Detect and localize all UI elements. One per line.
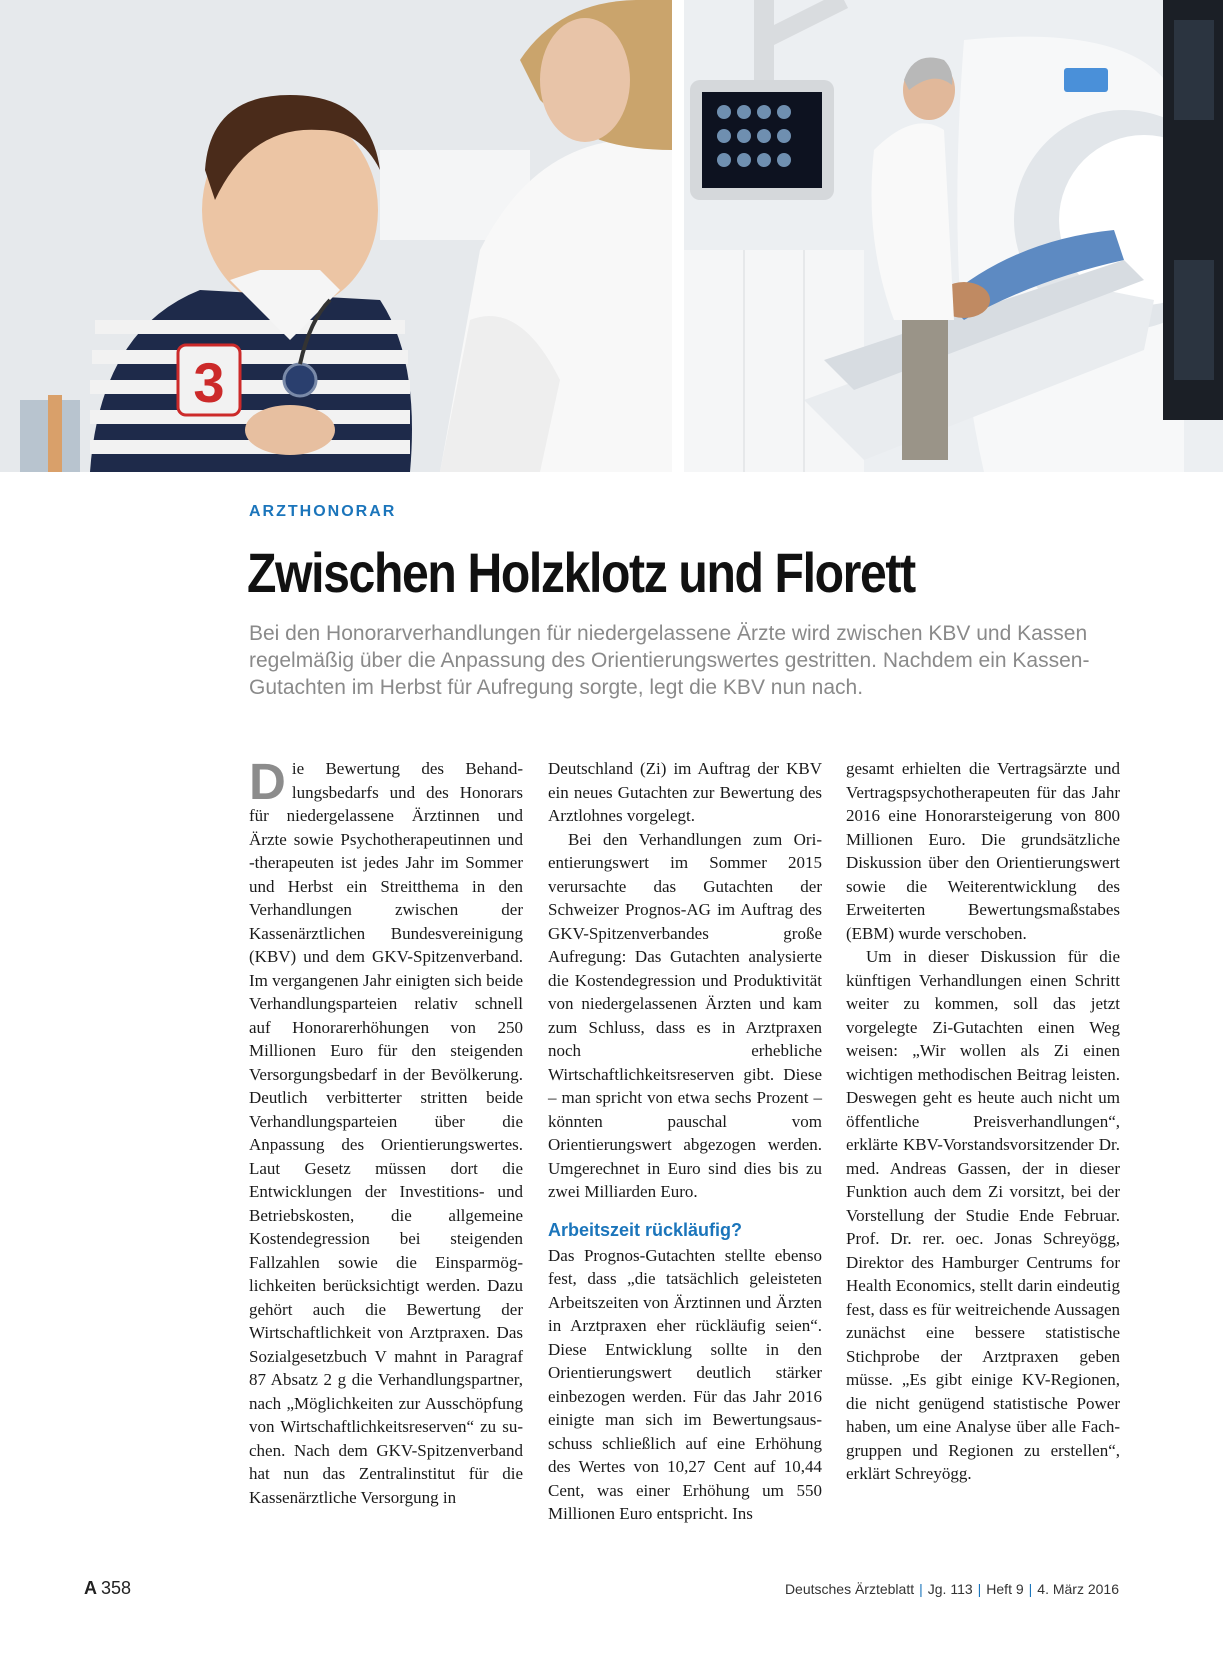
- body-column-3: [846, 757, 1120, 1486]
- article-title: Zwischen Holzklotz und Florett: [247, 541, 915, 604]
- paragraph: Bei den Verhandlungen zum Orientierungswert im Sommer 2015 verursachte das Gutachten der Schweizer Prognos-AG im Auftrag des GKV-Spitzenverbandes große Aufregung: Das Gutachten analysierte die Kostendegression und Produktivität von niedergelassenen Ärzten und kam zum Schluss, dass es in Arztpraxen noch erhebliche Wirtschaftlichkeitsreserven gibt. Diese – man spricht von etwa sechs Prozent – könnten pauschal vom Orientierungswert abgezogen werden. Umgerechnet in Euro sind dies bis zu zwei Milliarden Euro.: [548, 829, 822, 1201]
- section-kicker: ARZTHONORAR: [249, 503, 397, 520]
- journal-issue: Heft 9: [986, 1581, 1024, 1597]
- paragraph: Deutschland (Zi) im Auftrag der KBV ein neues Gutachten zur Bewertung des Arztlohnes vorgelegt.: [548, 759, 822, 825]
- article-lead: Bei den Honorarverhandlungen für niedergelassene Ärzte wird zwischen KBV und Kassen regelmäßig über die Anpassung des Orientierungswertes gestritten. Nachdem ein Kassen-Gutachten im Herbst für Aufregung sorgte, legt die KBV nun nach.: [249, 622, 1090, 699]
- body-column-2: [548, 757, 822, 1526]
- paragraph: Um in dieser Diskussion für die künftigen Verhandlungen einen Schritt weiter zu kommen, soll das jetzt vorgelegte Zi-Gutachten einen Weg weisen: „Wir wollen als Zi einen wichtigen methodischen Beitrag leisten. Deswegen geht es heute auch nicht um öffentliche Preisverhandlungen“, erklärte KBV-Vorstandsvorsitzender Dr. med. Andreas Gassen, der in dieser Funktion auch dem Zi vorsitzt, bei der Vorstellung der Studie Ende Februar. Prof. Dr. rer. oec. Jonas Schreyögg, Direktor des Hamburger Centrums for Health Economics, stellt darin eindeutig fest, dass es für weitreichende Aussagen zunächst eine bessere statistische Stichprobe der Arztpraxen geben müsse. „Es gibt einige KV-Regionen, die nicht genügend statistische Power haben, um eine Analyse über alle Fachgruppen und Regionen zu erstellen“, erklärt Schreyögg.: [846, 947, 1120, 1483]
- paragraph-text: ie Bewertung des Behandlungsbedarfs und des Honorars für niedergelassene Ärztinnen und Ärzte sowie Psychotherapeutinnen und -therapeuten ist jedes Jahr im Sommer und Herbst ein Streitthema in den Verhandlungen zwischen der Kassenärztlichen Bundesvereinigung (KBV) und dem GKV-Spitzenverband. Im vergangenen Jahr einigten sich beide Verhandlungsparteien relativ schnell auf Honorarerhöhungen von 250 Millionen Euro für den steigenden Versorgungsbedarf in der Bevölkerung. Deutlich verbitterter stritten beide Verhandlungsparteien über die Anpassung des Orientierungswertes. Laut Gesetz müssen dort die Entwicklungen der Investitions- und Betriebskosten, die allgemeine Kostendegression bei steigenden Fallzahlen sowie die Einsparmöglichkeiten berücksichtigt werden. Dazu gehört auch die Bewertung der Wirtschaftlichkeit von Arztpraxen. Das Sozialgesetzbuch V mahnt in Paragraf 87 Absatz 2 g die Verhandlungspartner, nach „Möglichkeiten zur Ausschöpfung von Wirtschaftlichkeitsreserven“ zu suchen. Nach dem GKV-Spitzenverband hat nun das Zentralinstitut für die Kassenärztliche Versorgung in: [249, 759, 523, 1507]
- journal-volume: Jg. 113: [927, 1581, 973, 1597]
- journal-name: Deutsches Ärzteblatt: [784, 1581, 915, 1597]
- page-prefix: A: [84, 1578, 97, 1598]
- page-number-value: 358: [101, 1578, 132, 1598]
- photo-child-with-doctor: [0, 0, 672, 472]
- journal-date: 4. März 2016: [1037, 1581, 1119, 1597]
- paragraph: Das Prognos-Gutachten stellte ebenso fest, dass „die tatsächlich geleisteten Arbeitszeiten von Ärztinnen und Ärzten in Arztpraxen eher rückläufig seien“. Diese Entwicklung sollte in den Orientierungswert deutlich stärker einbezogen werden. Für das Jahr 2016 einigte man sich im Bewertungsausschuss schließlich auf eine Erhöhung des Wertes von 10,27 Cent auf 10,44 Cent, was einer Erhöhung um 550 Millionen Euro entspricht. Ins: [548, 1245, 822, 1523]
- photo-ct-scanner: [684, 0, 1223, 472]
- dropcap: D: [249, 753, 286, 810]
- journal-footer: Deutsches Ärzteblatt | Jg. 113 | Heft 9 | 4. März 2016: [784, 1581, 1119, 1597]
- jersey-number: 3: [193, 351, 225, 414]
- subheading: Arbeitszeit rückläufig?: [548, 1219, 743, 1240]
- paragraph: [249, 753, 523, 1509]
- body-column-1: [249, 753, 523, 1509]
- paragraph: gesamt erhielten die Vertragsärzte und Vertragspsychotherapeuten für das Jahr 2016 eine Honorarsteigerung von 800 Millionen Euro. Die grundsätzliche Diskussion über den Orientierungswert sowie die Weiterentwicklung des Erweiterten Bewertungsmaßstabes (EBM) wurde verschoben.: [846, 759, 1120, 943]
- page-number: [84, 1578, 131, 1599]
